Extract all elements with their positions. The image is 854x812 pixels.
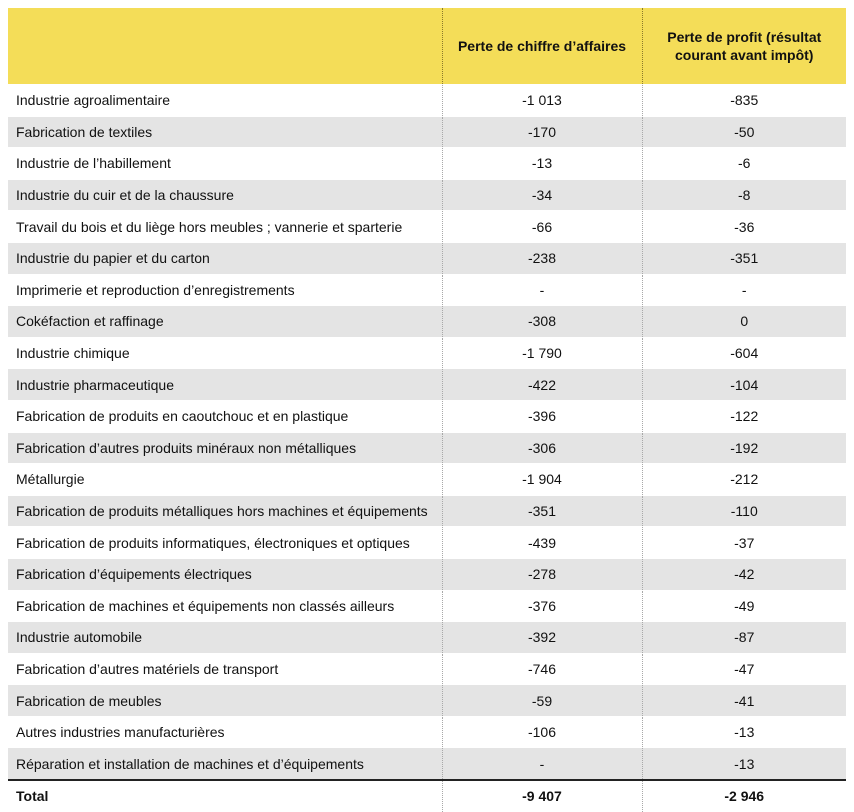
table-row — [8, 242, 846, 274]
profit-loss-cell: -50 — [642, 116, 846, 148]
revenue-loss-cell: -278 — [442, 558, 642, 590]
profit-loss-cell: -6 — [642, 148, 846, 180]
sector-cell: Autres industries manufacturières — [8, 716, 442, 748]
table-row — [8, 558, 846, 590]
profit-loss-cell: -49 — [642, 590, 846, 622]
industry-loss-table — [8, 8, 846, 812]
table-row — [8, 716, 846, 748]
sector-cell: Fabrication d’autres produits minéraux non métalliques — [8, 432, 442, 464]
sector-cell: Industrie automobile — [8, 622, 442, 654]
table-row — [8, 400, 846, 432]
revenue-loss-cell: -306 — [442, 432, 642, 464]
table-row — [8, 748, 846, 780]
sector-cell: Fabrication de meubles — [8, 685, 442, 717]
revenue-loss-cell: -238 — [442, 242, 642, 274]
header-row — [8, 8, 846, 85]
sector-cell: Fabrication de machines et équipements non classés ailleurs — [8, 590, 442, 622]
profit-loss-cell: 0 — [642, 306, 846, 338]
table-row — [8, 211, 846, 243]
sector-cell: Fabrication de produits informatiques, électroniques et optiques — [8, 527, 442, 559]
sector-cell: Industrie du cuir et de la chaussure — [8, 179, 442, 211]
total-label: Total — [8, 780, 442, 812]
profit-loss-cell: -604 — [642, 337, 846, 369]
table-row — [8, 369, 846, 401]
table-row — [8, 622, 846, 654]
total-revenue-loss: -9 407 — [442, 780, 642, 812]
table-row — [8, 685, 846, 717]
table-row — [8, 116, 846, 148]
sector-cell: Travail du bois et du liège hors meubles ; vannerie et sparterie — [8, 211, 442, 243]
revenue-loss-cell: -13 — [442, 148, 642, 180]
sector-cell: Industrie du papier et du carton — [8, 242, 442, 274]
table-row — [8, 432, 846, 464]
sector-cell: Industrie agroalimentaire — [8, 85, 442, 117]
profit-loss-cell: -122 — [642, 400, 846, 432]
table-body — [8, 85, 846, 812]
revenue-loss-cell: -1 904 — [442, 464, 642, 496]
table-row — [8, 306, 846, 338]
profit-loss-cell: -104 — [642, 369, 846, 401]
profit-loss-cell: -42 — [642, 558, 846, 590]
revenue-loss-cell: -59 — [442, 685, 642, 717]
profit-loss-cell: -36 — [642, 211, 846, 243]
total-row — [8, 780, 846, 812]
profit-loss-cell: -835 — [642, 85, 846, 117]
sector-cell: Fabrication de produits en caoutchouc et en plastique — [8, 400, 442, 432]
sector-cell: Réparation et installation de machines et d’équipements — [8, 748, 442, 780]
table-row — [8, 527, 846, 559]
profit-loss-cell: -41 — [642, 685, 846, 717]
sector-cell: Cokéfaction et raffinage — [8, 306, 442, 338]
revenue-loss-cell: -1 790 — [442, 337, 642, 369]
revenue-loss-cell: -396 — [442, 400, 642, 432]
sector-cell: Industrie chimique — [8, 337, 442, 369]
sector-cell: Fabrication d’équipements électriques — [8, 558, 442, 590]
profit-loss-cell: -47 — [642, 653, 846, 685]
table-row — [8, 495, 846, 527]
table-row — [8, 464, 846, 496]
table-row — [8, 148, 846, 180]
header-profit-loss: Perte de profit (résultat courant avant impôt) — [642, 8, 846, 85]
total-profit-loss: -2 946 — [642, 780, 846, 812]
profit-loss-cell: -13 — [642, 716, 846, 748]
table-row — [8, 653, 846, 685]
profit-loss-cell: -8 — [642, 179, 846, 211]
revenue-loss-cell: -66 — [442, 211, 642, 243]
sector-cell: Imprimerie et reproduction d’enregistrements — [8, 274, 442, 306]
profit-loss-cell: - — [642, 274, 846, 306]
profit-loss-cell: -87 — [642, 622, 846, 654]
sector-cell: Fabrication de textiles — [8, 116, 442, 148]
revenue-loss-cell: -308 — [442, 306, 642, 338]
industry-loss-table-container — [8, 8, 846, 812]
profit-loss-cell: -13 — [642, 748, 846, 780]
sector-cell: Industrie pharmaceutique — [8, 369, 442, 401]
profit-loss-cell: -37 — [642, 527, 846, 559]
header-sector — [8, 8, 442, 85]
revenue-loss-cell: -422 — [442, 369, 642, 401]
revenue-loss-cell: -376 — [442, 590, 642, 622]
revenue-loss-cell: - — [442, 274, 642, 306]
sector-cell: Métallurgie — [8, 464, 442, 496]
profit-loss-cell: -110 — [642, 495, 846, 527]
sector-cell: Fabrication d’autres matériels de transport — [8, 653, 442, 685]
header-revenue-loss: Perte de chiffre d’affaires — [442, 8, 642, 85]
revenue-loss-cell: -439 — [442, 527, 642, 559]
revenue-loss-cell: -34 — [442, 179, 642, 211]
table-row — [8, 590, 846, 622]
table-row — [8, 179, 846, 211]
sector-cell: Industrie de l’habillement — [8, 148, 442, 180]
revenue-loss-cell: -170 — [442, 116, 642, 148]
revenue-loss-cell: -392 — [442, 622, 642, 654]
sector-cell: Fabrication de produits métalliques hors machines et équipements — [8, 495, 442, 527]
table-row — [8, 85, 846, 117]
profit-loss-cell: -212 — [642, 464, 846, 496]
revenue-loss-cell: -351 — [442, 495, 642, 527]
profit-loss-cell: -192 — [642, 432, 846, 464]
revenue-loss-cell: - — [442, 748, 642, 780]
profit-loss-cell: -351 — [642, 242, 846, 274]
table-header — [8, 8, 846, 85]
revenue-loss-cell: -1 013 — [442, 85, 642, 117]
revenue-loss-cell: -746 — [442, 653, 642, 685]
revenue-loss-cell: -106 — [442, 716, 642, 748]
table-row — [8, 337, 846, 369]
table-row — [8, 274, 846, 306]
